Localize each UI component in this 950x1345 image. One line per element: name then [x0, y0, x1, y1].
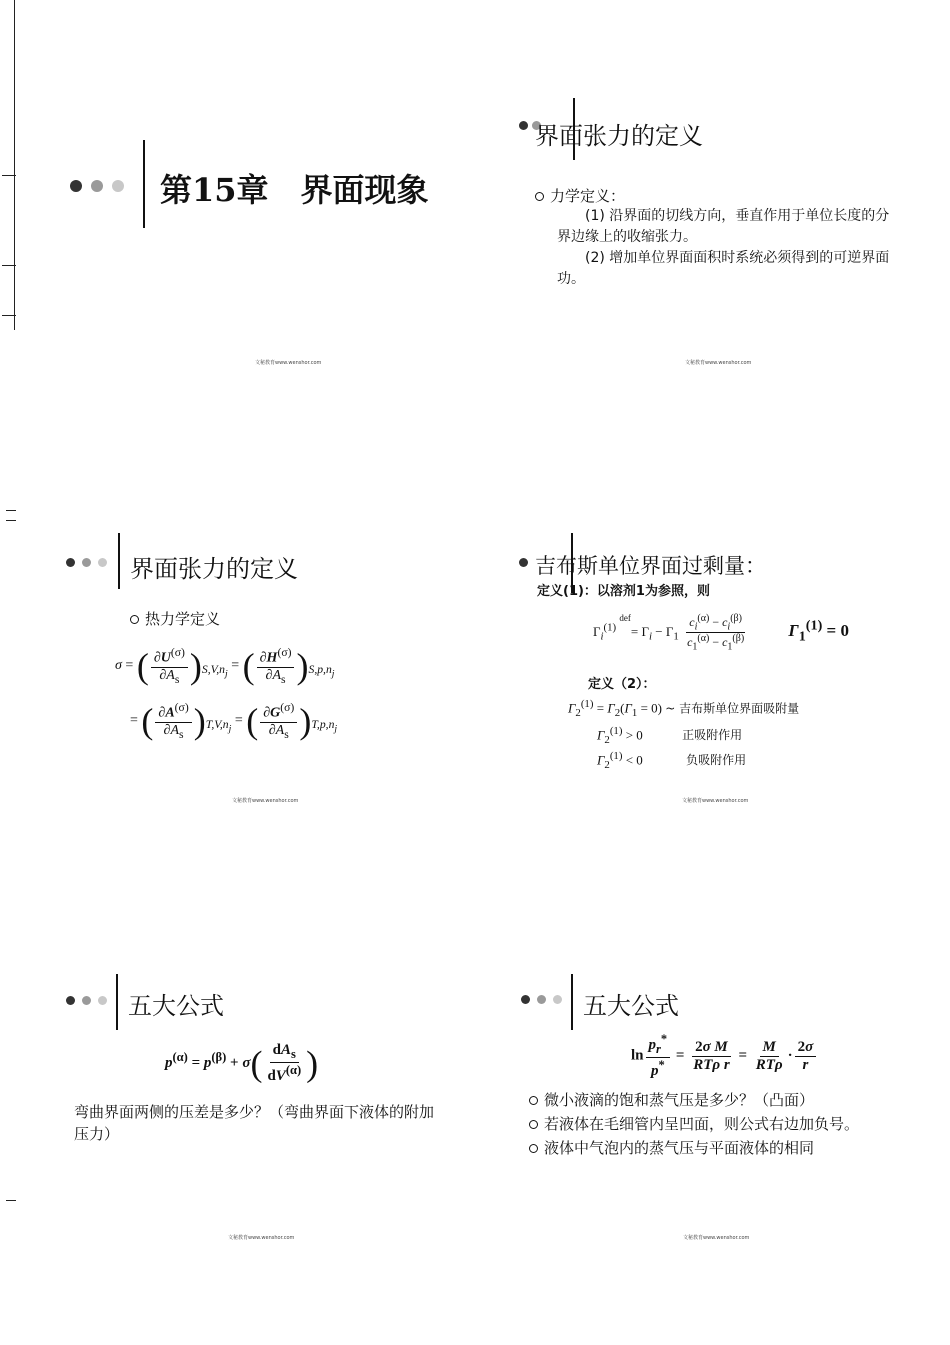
- slide-footer: 文秘教育www.wenshor.com: [685, 360, 752, 366]
- formula-gibbs-excess: $\Gamma_i^{(1)}$ $^{def}= \Gamma_i - \Gamma_1$ $\frac{c_i^{(\alpha)} - c_i^{(\beta)}}{c_1^{(\alpha)} - c_1^{(\beta)}}$ $\Gamma_1^{(1)} = 0$: [593, 613, 849, 653]
- decorative-dots: [70, 180, 124, 192]
- slide-2: [475, 0, 950, 440]
- slide-footer: 文秘教育www.wenshor.com: [228, 1235, 295, 1241]
- dot-icon: [82, 996, 91, 1005]
- slide-title: 五大公式: [128, 992, 224, 1020]
- slide-footer: 文秘教育www.wenshor.com: [255, 360, 322, 366]
- dot-icon: [66, 996, 75, 1005]
- bullet-circle-icon: [535, 192, 544, 201]
- bullet-text: 微小液滴的饱和蒸气压是多少？（凸面）: [544, 1091, 815, 1109]
- bullet-text: 若液体在毛细管内呈凹面，则公式右边加负号。: [544, 1115, 860, 1133]
- dot-icon: [537, 995, 546, 1004]
- title-divider: [116, 974, 118, 1030]
- negative-adsorption-label: 负吸附作用: [686, 753, 747, 768]
- dot-icon: [82, 558, 91, 567]
- bullet-item: [529, 1113, 859, 1134]
- formula-kelvin: ln $\frac{p_r^*}{p^*}$ = $\frac{\text{2σ M}}{\text{RTρ r}}$ = $\frac{M}{\text{RTρ}}$ · $\frac{2\sigma}{r}$: [631, 1032, 818, 1080]
- dot-icon: [519, 558, 528, 567]
- title-divider: [118, 533, 120, 589]
- slide-5: [0, 890, 475, 1330]
- slide-footer: 文秘教育www.wenshor.com: [682, 798, 749, 804]
- formula-surface-tension-1: σ = ( $\frac{\partial U^{(\sigma)}}{\partial A_s}$ )$_{S,V,n_j}$ = ( $\frac{\partial H^{(\sigma)}}{\partial A_s}$ )$_{S,p,n_j}$: [115, 646, 335, 686]
- definition-paragraph-1: (1) 沿界面的切线方向，垂直作用于单位长度的分界边缘上的收缩张力。: [557, 208, 890, 245]
- slide-footer: 文秘教育www.wenshor.com: [683, 1235, 750, 1241]
- bullet-item: [535, 185, 625, 206]
- formula-surface-tension-2: = ( $\frac{\partial A^{(\sigma)}}{\partial A_s}$ )$_{T,V,n_j}$ = ( $\frac{\partial G^{(\sigma)}}{\partial A_s}$ )$_{T,p,n_j}$: [130, 701, 338, 741]
- bullet-circle-icon: [130, 615, 139, 624]
- dot-icon: [521, 995, 530, 1004]
- title-divider: [571, 974, 573, 1030]
- dot-icon: [70, 180, 82, 192]
- bullet-item: [529, 1089, 814, 1110]
- gibbs-label: ~ 吉布斯单位界面吸附量: [665, 701, 800, 716]
- decorative-dots: [521, 995, 562, 1004]
- slide-1: [0, 0, 475, 440]
- formula-negative-adsorption: $\Gamma_2^{(1)} < 0$ 负吸附作用: [597, 750, 747, 771]
- bullet-text: 热力学定义: [145, 610, 221, 628]
- slide-title: 五大公式: [583, 992, 679, 1020]
- definition-paragraph-2: (2) 增加单位界面面积时系统必须得到的可逆界面功。: [557, 250, 890, 287]
- formula-gibbs-adsorption: $\Gamma_2^{(1)} = \Gamma_2(\Gamma_1 = 0)$ ~ 吉布斯单位界面吸附量: [568, 698, 800, 719]
- formula-positive-adsorption: $\Gamma_2^{(1)} > 0$ 正吸附作用: [597, 725, 743, 746]
- dot-icon: [98, 558, 107, 567]
- bullet-circle-icon: [529, 1096, 538, 1105]
- slide-6: [475, 890, 950, 1330]
- slide-footer: 文秘教育www.wenshor.com: [232, 798, 299, 804]
- dot-icon: [112, 180, 124, 192]
- decorative-dots: [66, 996, 107, 1005]
- definition-1: 定义(1)：以溶剂1为参照，则: [537, 584, 710, 599]
- slide-3: [0, 445, 475, 885]
- dot-icon: [519, 121, 528, 130]
- bullet-text: 液体中气泡内的蒸气压与平面液体的相同: [544, 1139, 815, 1157]
- slide-title: 界面张力的定义: [130, 555, 298, 583]
- dot-icon: [91, 180, 103, 192]
- question-text: 弯曲界面两侧的压差是多少？（弯曲界面下液体的附加压力）: [74, 1103, 435, 1143]
- bullet-circle-icon: [529, 1120, 538, 1129]
- chapter-title: 第15章 界面现象: [160, 171, 429, 209]
- bullet-circle-icon: [529, 1144, 538, 1153]
- dot-icon: [98, 996, 107, 1005]
- title-divider: [143, 140, 145, 228]
- bullet-item: [130, 608, 220, 629]
- definition-2: 定义（2）：: [588, 677, 656, 692]
- formula-laplace-pressure: $p^{(\alpha)} = p^{(\beta)} + \sigma$( $\frac{dA_s}{dV^{(\alpha)}}$ ): [165, 1042, 319, 1084]
- slide-title: 吉布斯单位界面过剩量：: [535, 554, 766, 578]
- bullet-text: 力学定义：: [550, 187, 626, 205]
- dot-icon: [66, 558, 75, 567]
- slide-4: [475, 445, 950, 885]
- positive-adsorption-label: 正吸附作用: [682, 728, 743, 743]
- dot-icon: [553, 995, 562, 1004]
- decorative-dots: [66, 558, 107, 567]
- slide-title: 界面张力的定义: [535, 122, 703, 150]
- bullet-item: [529, 1137, 814, 1158]
- decorative-dots: [519, 558, 528, 567]
